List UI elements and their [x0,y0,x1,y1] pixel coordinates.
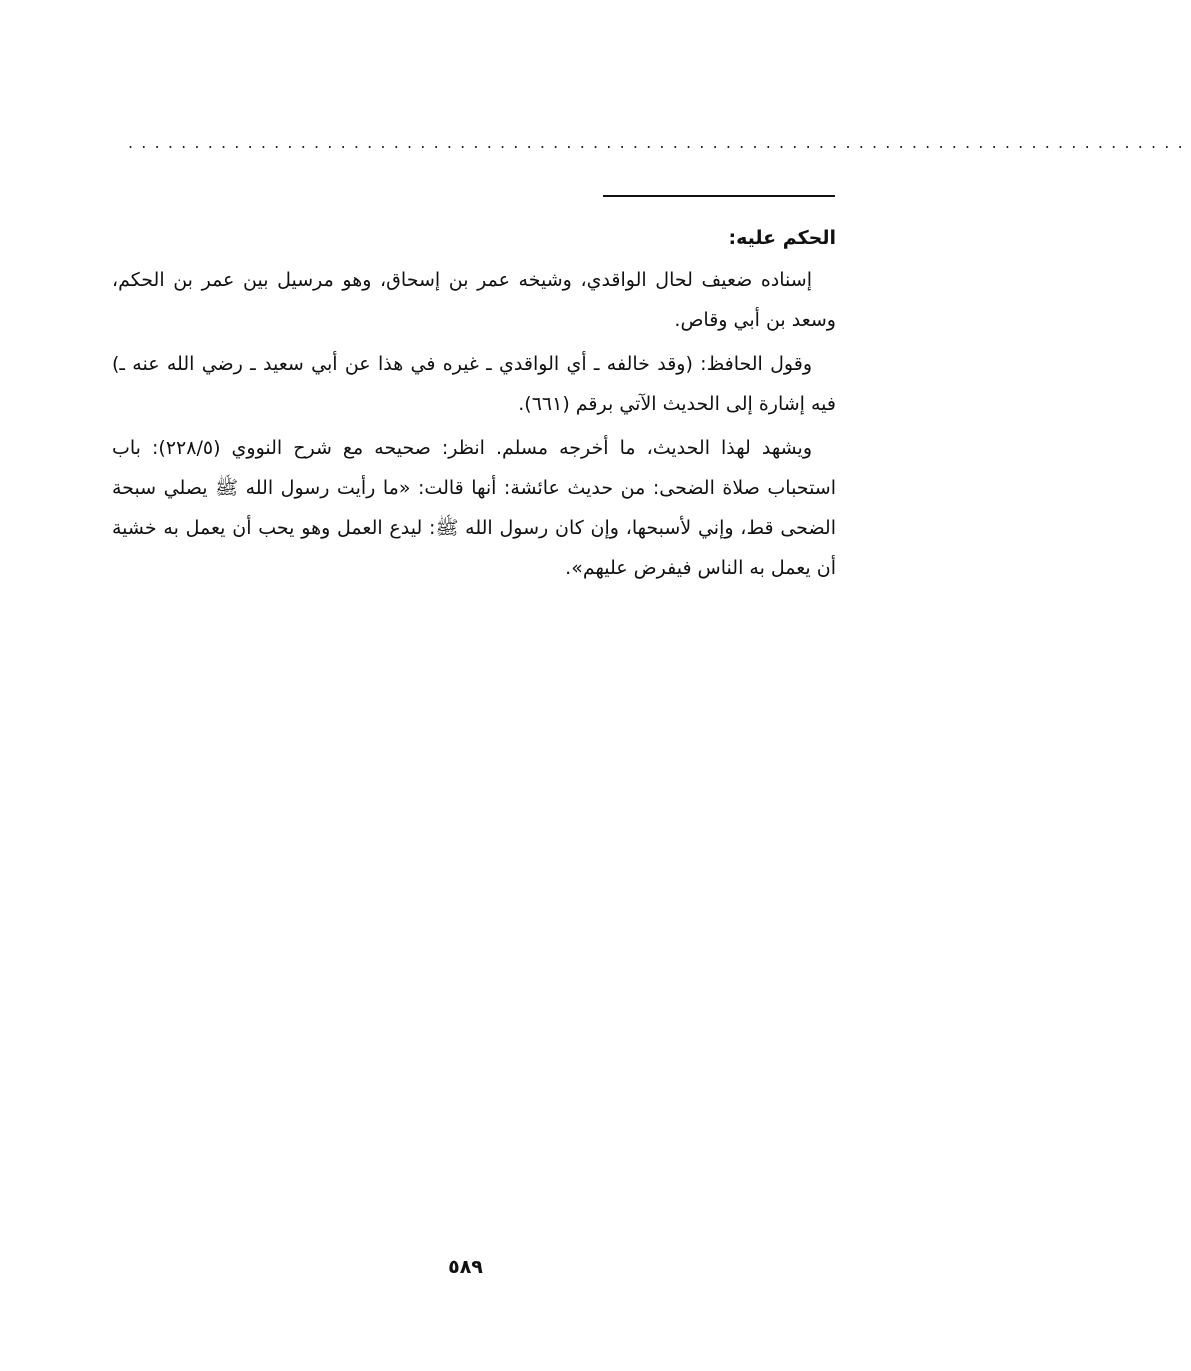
footnote-rule [603,195,835,197]
paragraph-3: ويشهد لهذا الحديث، ما أخرجه مسلم. انظر: صحيحه مع شرح النووي (٢٢٨/٥): باب استحباب صلاة الضحى: من حديث عائشة: أنها قالت: «ما رأيت رسول الله ﷺ يصلي سبحة الضحى قط، وإني لأسبحها، وإن كان رسول الله ﷺ: ليدع العمل وهو يحب أن يعمل به خشية أن يعمل به الناس فيفرض عليهم». [112,437,836,579]
paragraph-1: إسناده ضعيف لحال الواقدي، وشيخه عمر بن إسحاق، وهو مرسيل بين عمر بن الحكم، وسعد بن أبي وقاص. [112,269,836,331]
page-body [112,218,836,592]
dotted-separator: ................................................................................ [128,133,1191,152]
page-number: ٥٨٩ [448,1256,483,1278]
paragraph-2: وقول الحافظ: (وقد خالفه ـ أي الواقدي ـ غيره في هذا عن أبي سعيد ـ رضي الله عنه ـ) فيه إشارة إلى الحديث الآتي برقم (٦٦١). [112,353,836,415]
section-heading: الحكم عليه: [728,227,836,249]
